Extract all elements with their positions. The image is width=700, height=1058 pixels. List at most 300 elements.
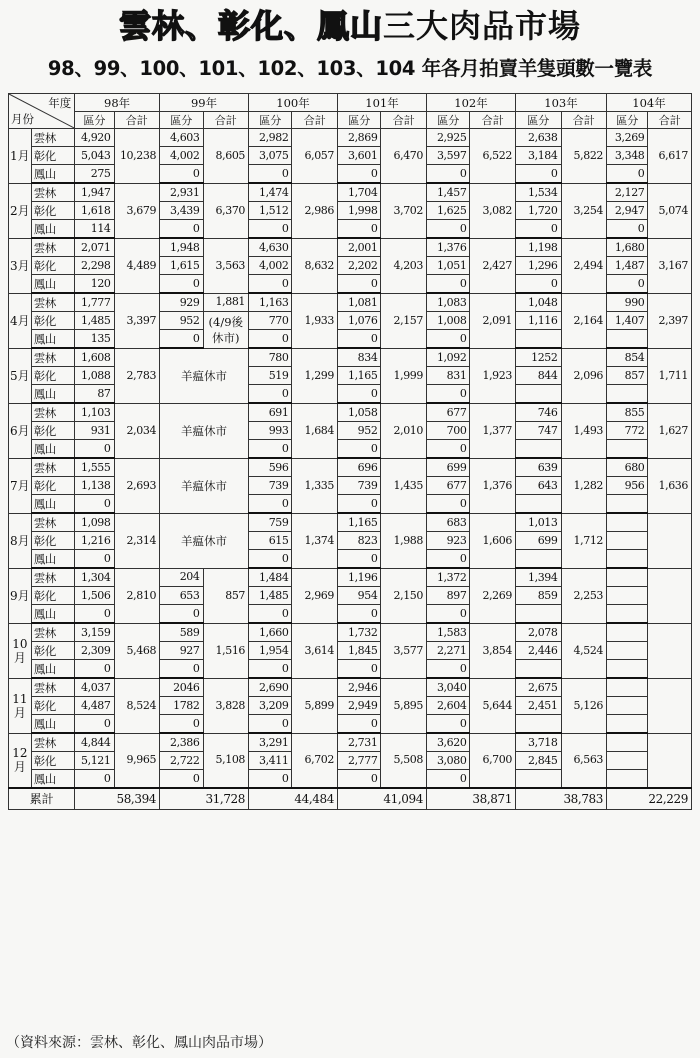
cumulative-value: 58,394 — [75, 788, 160, 810]
region-value: 0 — [427, 220, 470, 239]
subheader-region: 區分 — [338, 112, 381, 129]
region-label: 鳳山 — [31, 605, 74, 624]
region-label: 雲林 — [31, 623, 74, 642]
region-value: 1,485 — [75, 312, 114, 330]
region-value — [607, 752, 648, 770]
region-value: 1,845 — [338, 642, 381, 660]
region-value — [607, 697, 648, 715]
month-total: 5,644 — [470, 678, 516, 733]
region-value — [607, 733, 648, 752]
month-label: 9月 — [9, 568, 32, 623]
region-value: 0 — [427, 330, 470, 349]
month-total: 6,617 — [648, 129, 692, 184]
region-value: 0 — [75, 495, 114, 514]
month-total: 5,895 — [381, 678, 427, 733]
region-value: 0 — [249, 770, 292, 789]
subheader-total: 合計 — [381, 112, 427, 129]
region-label: 彰化 — [31, 312, 74, 330]
region-label: 鳳山 — [31, 330, 74, 349]
region-value: 0 — [607, 275, 648, 294]
month-total: 1,988 — [381, 513, 427, 568]
region-value: 2046 — [160, 678, 203, 697]
subheader-region: 區分 — [515, 112, 561, 129]
region-value: 1,013 — [515, 513, 561, 532]
month-label: 3月 — [9, 238, 32, 293]
month-total: 2,157 — [381, 293, 427, 348]
region-value: 0 — [249, 220, 292, 239]
region-value: 3,075 — [249, 147, 292, 165]
region-label: 彰化 — [31, 477, 74, 495]
region-value: 519 — [249, 367, 292, 385]
table-row — [9, 293, 692, 312]
cumulative-value: 38,783 — [515, 788, 606, 810]
region-value: 1,680 — [607, 238, 648, 257]
month-total: 1,711 — [648, 348, 692, 403]
region-value: 2,298 — [75, 257, 114, 275]
table-row — [9, 733, 692, 752]
region-value — [515, 440, 561, 459]
region-value: 1,485 — [249, 587, 292, 605]
region-value: 931 — [75, 422, 114, 440]
region-value: 1,008 — [427, 312, 470, 330]
region-value: 2,869 — [338, 129, 381, 147]
region-value: 4,487 — [75, 697, 114, 715]
month-total: 6,522 — [470, 129, 516, 184]
region-value: 5,043 — [75, 147, 114, 165]
region-value: 844 — [515, 367, 561, 385]
region-value: 823 — [338, 532, 381, 550]
month-total: 3,397 — [114, 293, 160, 348]
region-value: 927 — [160, 642, 203, 660]
month-total: 1,881 — [203, 293, 249, 312]
region-value: 2,690 — [249, 678, 292, 697]
region-value: 615 — [249, 532, 292, 550]
month-total: 857 — [203, 568, 249, 623]
table-row — [9, 623, 692, 642]
region-value: 746 — [515, 403, 561, 422]
table-row — [9, 238, 692, 257]
region-value: 0 — [338, 715, 381, 734]
region-value: 0 — [338, 605, 381, 624]
month-total: 5,899 — [292, 678, 338, 733]
region-value: 780 — [249, 348, 292, 367]
region-value: 0 — [515, 220, 561, 239]
month-total: 1,282 — [561, 458, 607, 513]
region-value: 2,722 — [160, 752, 203, 770]
region-value: 1,998 — [338, 202, 381, 220]
month-total: 2,986 — [292, 183, 338, 238]
region-value: 3,184 — [515, 147, 561, 165]
month-label: 2月 — [9, 183, 32, 238]
region-value: 1,138 — [75, 477, 114, 495]
region-value: 639 — [515, 458, 561, 477]
region-value: 2,604 — [427, 697, 470, 715]
region-value — [607, 495, 648, 514]
table-row — [9, 678, 692, 697]
region-value: 699 — [515, 532, 561, 550]
region-value: 1,625 — [427, 202, 470, 220]
region-value: 700 — [427, 422, 470, 440]
table-row — [9, 348, 692, 367]
region-value: 2,731 — [338, 733, 381, 752]
month-total: 1,712 — [561, 513, 607, 568]
region-value: 4,630 — [249, 238, 292, 257]
region-value: 0 — [160, 220, 203, 239]
month-total: 3,167 — [648, 238, 692, 293]
month-total: 1,299 — [292, 348, 338, 403]
region-value: 1782 — [160, 697, 203, 715]
month-total: 1,493 — [561, 403, 607, 458]
region-value: 0 — [607, 220, 648, 239]
region-value: 3,269 — [607, 129, 648, 147]
month-total: 2,010 — [381, 403, 427, 458]
page-subtitle: 98、99、100、101、102、103、104 年各月拍賣羊隻頭數一覽表 — [47, 57, 653, 80]
region-value: 0 — [249, 605, 292, 624]
region-value: 4,002 — [249, 257, 292, 275]
region-value: 0 — [249, 495, 292, 514]
region-value: 0 — [427, 495, 470, 514]
subheader-region: 區分 — [607, 112, 648, 129]
region-value: 2,947 — [607, 202, 648, 220]
market-closed-note: 羊瘟休市 — [160, 348, 249, 403]
subheader-total: 合計 — [292, 112, 338, 129]
region-value: 1,376 — [427, 238, 470, 257]
table-row — [9, 513, 692, 532]
subheader-region: 區分 — [427, 112, 470, 129]
region-value: 1,534 — [515, 183, 561, 202]
region-value: 4,037 — [75, 678, 114, 697]
month-total: 2,091 — [470, 293, 516, 348]
region-value: 0 — [427, 715, 470, 734]
region-value: 1,954 — [249, 642, 292, 660]
region-value: 0 — [160, 605, 203, 624]
region-value: 759 — [249, 513, 292, 532]
region-value: 993 — [249, 422, 292, 440]
month-total: 1,377 — [470, 403, 516, 458]
region-value: 1,618 — [75, 202, 114, 220]
region-value: 0 — [338, 275, 381, 294]
region-value: 120 — [75, 275, 114, 294]
region-value: 0 — [75, 660, 114, 679]
region-value: 87 — [75, 385, 114, 404]
region-value: 0 — [75, 550, 114, 569]
region-label: 雲林 — [31, 183, 74, 202]
year-header: 100年 — [249, 94, 338, 112]
month-total: 3,702 — [381, 183, 427, 238]
month-label: 1月 — [9, 129, 32, 184]
region-value: 0 — [160, 275, 203, 294]
cumulative-value: 38,871 — [427, 788, 516, 810]
month-label: 12月 — [9, 733, 32, 788]
region-value: 4,844 — [75, 733, 114, 752]
month-total: 5,822 — [561, 129, 607, 184]
cumulative-value: 31,728 — [160, 788, 249, 810]
region-label: 彰化 — [31, 642, 74, 660]
region-value: 1,092 — [427, 348, 470, 367]
month-total: 1,636 — [648, 458, 692, 513]
month-total: 2,397 — [648, 293, 692, 348]
subheader-total: 合計 — [203, 112, 249, 129]
month-total: 2,034 — [114, 403, 160, 458]
region-value — [607, 642, 648, 660]
title-markets: 雲林、彰化、鳳山 — [118, 7, 383, 45]
region-value: 0 — [75, 440, 114, 459]
region-value: 1252 — [515, 348, 561, 367]
month-total: 1,933 — [292, 293, 338, 348]
market-closed-note: 羊瘟休市 — [160, 403, 249, 458]
cumulative-row — [9, 788, 692, 810]
region-value — [607, 330, 648, 349]
month-label: 5月 — [9, 348, 32, 403]
region-value: 5,121 — [75, 752, 114, 770]
region-value: 2,309 — [75, 642, 114, 660]
region-label: 彰化 — [31, 202, 74, 220]
region-value: 929 — [160, 293, 203, 312]
month-total: 1,684 — [292, 403, 338, 458]
table-body — [9, 129, 692, 810]
month-total: 2,269 — [470, 568, 516, 623]
region-value — [515, 715, 561, 734]
header-corner — [9, 94, 75, 129]
region-value: 923 — [427, 532, 470, 550]
region-value: 2,071 — [75, 238, 114, 257]
region-value: 897 — [427, 587, 470, 605]
month-total — [648, 678, 692, 733]
region-value: 0 — [427, 550, 470, 569]
region-label: 雲林 — [31, 733, 74, 752]
region-value: 739 — [338, 477, 381, 495]
region-value: 0 — [338, 440, 381, 459]
region-value: 772 — [607, 422, 648, 440]
month-total: 5,074 — [648, 183, 692, 238]
region-value: 0 — [427, 660, 470, 679]
region-value: 0 — [160, 715, 203, 734]
region-value: 0 — [75, 605, 114, 624]
region-value: 1,732 — [338, 623, 381, 642]
subheader-region: 區分 — [75, 112, 114, 129]
region-value: 1,660 — [249, 623, 292, 642]
region-value: 2,931 — [160, 183, 203, 202]
region-value: 1,608 — [75, 348, 114, 367]
region-value — [607, 715, 648, 734]
month-total: 6,700 — [470, 733, 516, 788]
region-value: 2,845 — [515, 752, 561, 770]
region-value: 770 — [249, 312, 292, 330]
region-value: 0 — [607, 165, 648, 184]
table-row — [9, 403, 692, 422]
year-header: 102年 — [427, 94, 516, 112]
region-value: 854 — [607, 348, 648, 367]
year-header: 99年 — [160, 94, 249, 112]
region-value: 3,348 — [607, 147, 648, 165]
region-value: 3,411 — [249, 752, 292, 770]
year-header: 98年 — [75, 94, 160, 112]
month-total: 3,563 — [203, 238, 249, 293]
region-value: 3,718 — [515, 733, 561, 752]
region-value: 1,506 — [75, 587, 114, 605]
cumulative-value: 44,484 — [249, 788, 338, 810]
region-value: 3,597 — [427, 147, 470, 165]
month-total: 4,489 — [114, 238, 160, 293]
region-value: 0 — [515, 165, 561, 184]
region-value: 0 — [338, 220, 381, 239]
region-value: 3,291 — [249, 733, 292, 752]
region-value: 0 — [160, 660, 203, 679]
region-value: 699 — [427, 458, 470, 477]
region-value: 4,920 — [75, 129, 114, 147]
month-total: 2,783 — [114, 348, 160, 403]
region-value: 3,439 — [160, 202, 203, 220]
month-total: 5,126 — [561, 678, 607, 733]
month-total: 1,374 — [292, 513, 338, 568]
region-value — [515, 605, 561, 624]
region-label: 雲林 — [31, 458, 74, 477]
region-value: 683 — [427, 513, 470, 532]
closure-note: (4/9後休市) — [203, 312, 249, 349]
region-value: 0 — [249, 330, 292, 349]
region-value: 2,001 — [338, 238, 381, 257]
month-total: 2,969 — [292, 568, 338, 623]
region-value: 0 — [515, 275, 561, 294]
region-value: 0 — [427, 165, 470, 184]
subheader-total: 合計 — [561, 112, 607, 129]
month-total: 3,828 — [203, 678, 249, 733]
region-value: 954 — [338, 587, 381, 605]
region-value: 0 — [249, 660, 292, 679]
region-label: 鳳山 — [31, 220, 74, 239]
month-total: 3,614 — [292, 623, 338, 678]
region-value: 1,704 — [338, 183, 381, 202]
year-header: 103年 — [515, 94, 606, 112]
region-value: 0 — [249, 440, 292, 459]
region-label: 鳳山 — [31, 275, 74, 294]
header-month-label: 月份 — [11, 112, 34, 126]
region-value — [607, 513, 648, 532]
region-label: 彰化 — [31, 752, 74, 770]
region-label: 彰化 — [31, 587, 74, 605]
region-value: 114 — [75, 220, 114, 239]
market-closed-note: 羊瘟休市 — [160, 513, 249, 568]
region-value: 1,777 — [75, 293, 114, 312]
month-total: 2,164 — [561, 293, 607, 348]
region-value: 0 — [338, 495, 381, 514]
table-row — [9, 129, 692, 147]
month-total: 9,965 — [114, 733, 160, 788]
region-label: 雲林 — [31, 238, 74, 257]
month-total: 3,082 — [470, 183, 516, 238]
month-total: 1,923 — [470, 348, 516, 403]
month-total: 10,238 — [114, 129, 160, 184]
region-value: 1,048 — [515, 293, 561, 312]
region-value: 1,216 — [75, 532, 114, 550]
region-value: 0 — [160, 770, 203, 789]
month-total: 6,470 — [381, 129, 427, 184]
cumulative-label: 累計 — [9, 788, 75, 810]
region-value: 653 — [160, 587, 203, 605]
region-value: 1,051 — [427, 257, 470, 275]
region-value: 2,949 — [338, 697, 381, 715]
month-total: 3,577 — [381, 623, 427, 678]
month-total: 1,627 — [648, 403, 692, 458]
region-value: 2,127 — [607, 183, 648, 202]
region-value: 1,196 — [338, 568, 381, 587]
region-value — [607, 623, 648, 642]
month-total: 2,494 — [561, 238, 607, 293]
month-total: 2,253 — [561, 568, 607, 623]
region-value — [515, 330, 561, 349]
month-total: 4,203 — [381, 238, 427, 293]
cumulative-value: 22,229 — [607, 788, 692, 810]
region-value: 0 — [338, 770, 381, 789]
region-label: 雲林 — [31, 403, 74, 422]
region-label: 鳳山 — [31, 385, 74, 404]
region-value: 1,583 — [427, 623, 470, 642]
region-value: 1,296 — [515, 257, 561, 275]
region-label: 鳳山 — [31, 495, 74, 514]
region-value — [515, 770, 561, 789]
region-value: 3,080 — [427, 752, 470, 770]
region-label: 彰化 — [31, 422, 74, 440]
region-value: 1,474 — [249, 183, 292, 202]
region-label: 雲林 — [31, 513, 74, 532]
region-value: 1,058 — [338, 403, 381, 422]
region-value: 275 — [75, 165, 114, 184]
subheader-total: 合計 — [114, 112, 160, 129]
region-value — [515, 385, 561, 404]
region-value: 0 — [160, 330, 203, 349]
region-value: 1,487 — [607, 257, 648, 275]
region-value: 1,372 — [427, 568, 470, 587]
month-total: 3,679 — [114, 183, 160, 238]
table-row — [9, 568, 692, 587]
month-total: 1,335 — [292, 458, 338, 513]
region-value: 0 — [427, 385, 470, 404]
region-value: 3,159 — [75, 623, 114, 642]
month-total: 8,524 — [114, 678, 160, 733]
region-value: 1,615 — [160, 257, 203, 275]
region-value: 0 — [338, 660, 381, 679]
region-value: 1,088 — [75, 367, 114, 385]
region-label: 彰化 — [31, 697, 74, 715]
month-total — [648, 623, 692, 678]
region-value: 2,078 — [515, 623, 561, 642]
region-value: 1,720 — [515, 202, 561, 220]
region-value: 2,451 — [515, 697, 561, 715]
region-value: 0 — [75, 715, 114, 734]
region-value — [515, 495, 561, 514]
region-value: 1,484 — [249, 568, 292, 587]
month-total: 2,314 — [114, 513, 160, 568]
region-value: 3,040 — [427, 678, 470, 697]
region-value — [607, 770, 648, 789]
region-label: 雲林 — [31, 348, 74, 367]
region-value: 747 — [515, 422, 561, 440]
region-label: 雲林 — [31, 568, 74, 587]
region-value: 831 — [427, 367, 470, 385]
subheader-region: 區分 — [249, 112, 292, 129]
region-value: 4,002 — [160, 147, 203, 165]
region-value: 2,202 — [338, 257, 381, 275]
region-value: 1,457 — [427, 183, 470, 202]
month-total: 1,435 — [381, 458, 427, 513]
region-value: 0 — [427, 440, 470, 459]
month-total — [648, 513, 692, 568]
region-label: 鳳山 — [31, 550, 74, 569]
region-value: 596 — [249, 458, 292, 477]
month-total: 5,108 — [203, 733, 249, 788]
region-value: 0 — [427, 605, 470, 624]
subheader-total: 合計 — [470, 112, 516, 129]
